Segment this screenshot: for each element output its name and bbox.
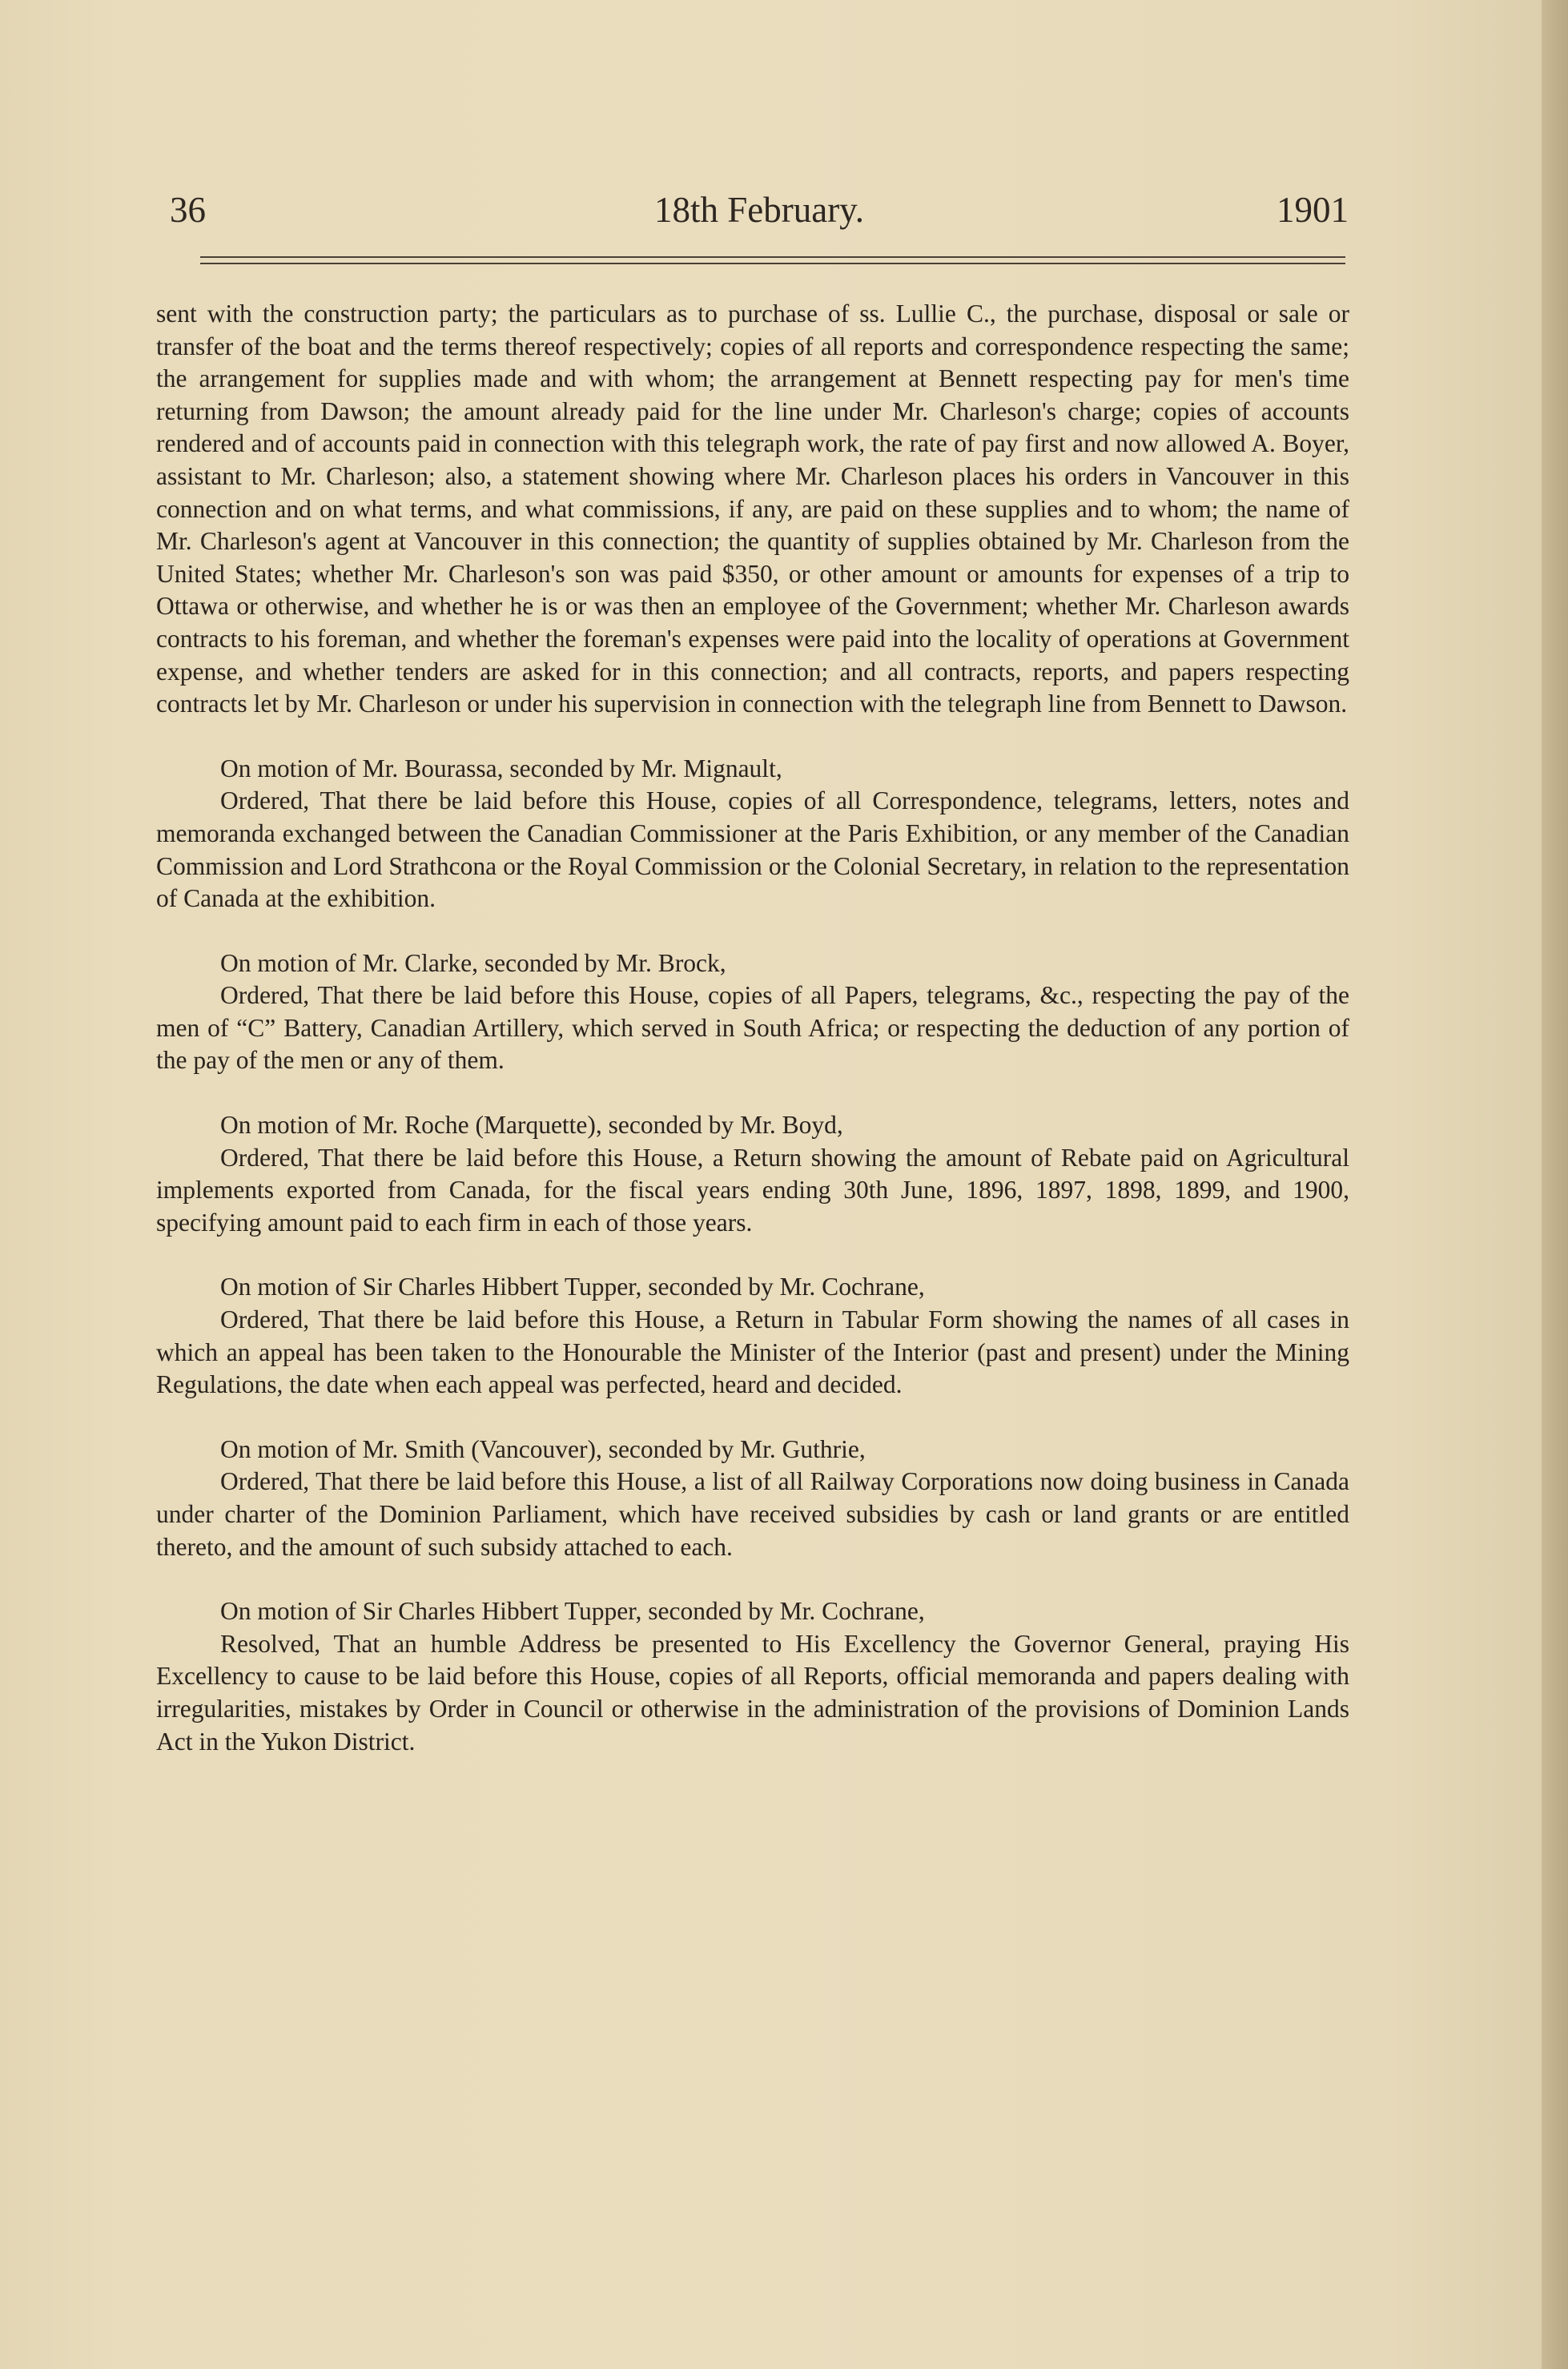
motion-line: On motion of Mr. Smith (Vancouver), seconded by Mr. Guthrie, [220,1434,866,1463]
section-gap [156,1563,1349,1595]
header-rule-top [200,256,1345,258]
motion-line: On motion of Mr. Bourassa, seconded by Mr. Mignault, [220,754,782,782]
order-paragraph: Ordered, That there be laid before this House, copies of all Correspondence, telegrams, letters, notes and memoranda exchanged between the Canadian Commissioner at the Paris Exhibition, or any member of the Canadian Commission and Lord Strathcona or the Royal Commission or the Colonial Secretary, in relation to the representation of Canada at the exhibition. [156,786,1349,913]
journal-body [156,298,1349,1758]
order-paragraph: Ordered, That there be laid before this House, a Return showing the amount of Rebate paid on Agricultural implements exported from Canada, for the fiscal years ending 30th June, 1896, 1897, 1898, 1899, and 1900, specifying amount paid to each firm in each of those years. [156,1143,1349,1237]
header-date: 18th February. [653,190,865,230]
order-paragraph: Ordered, That there be laid before this House, a Return in Tabular Form showing the names of all cases in which an appeal has been taken to the Honourable the Minister of the Interior (past and present) under the Mining Regulations, the date when each appeal was perfected, heard and decided. [156,1305,1349,1399]
page-number: 36 [170,190,206,230]
order-paragraph: Ordered, That there be laid before this House, a list of all Railway Corporations now doing business in Canada under charter of the Dominion Parliament, which have received subsidies by cash or land grants or are entitled thereto, and the amount of such subsidy attached to each. [156,1467,1349,1561]
section-gap [156,1077,1349,1109]
section-gap [156,721,1349,753]
section-gap [156,1402,1349,1434]
motion-line: On motion of Sir Charles Hibbert Tupper, seconded by Mr. Cochrane, [220,1273,925,1301]
resolution-paragraph: Resolved, That an humble Address be presented to His Excellency the Governor General, praying His Excellency to cause to be laid before this House, copies of all Reports, official memoranda and papers dealing with irregularities, mistakes by Order in Council or otherwise in the administration of the provisions of Dominion Lands Act in the Yukon District. [156,1629,1349,1756]
order-paragraph: Ordered, That there be laid before this House, copies of all Papers, telegrams, &c., respecting the pay of the men of “C” Battery, Canadian Artillery, which served in South Africa; or respecting the deduction of any portion of the pay of the men or any of them. [156,981,1349,1075]
header-rule-bottom [200,263,1345,264]
header-year: 1901 [1277,190,1349,230]
page-edge [1542,0,1568,2369]
motion-line: On motion of Sir Charles Hibbert Tupper, seconded by Mr. Cochrane, [220,1597,925,1626]
page-header [170,189,1349,245]
motion-line: On motion of Mr. Roche (Marquette), seconded by Mr. Boyd, [220,1111,843,1140]
section-gap [156,915,1349,947]
section-gap [156,1239,1349,1271]
continuation-paragraph: sent with the construction party; the particulars as to purchase of ss. Lullie C., the purchase, disposal or sale or transfer of the boat and the terms thereof respectively; copies of all reports and correspondence respecting the same; the arrangement for supplies made and with whom; the arrangement at Bennett respecting pay for men's time returning from Dawson; the amount already paid for the line under Mr. Charleson's charge; copies of accounts rendered and of accounts paid in connection with this telegraph work, the rate of pay first and now allowed A. Boyer, assistant to Mr. Charleson; also, a statement showing where Mr. Charleson places his orders in Vancouver in this connection and on what terms, and what commissions, if any, are paid on these supplies and to whom; the name of Mr. Charleson's agent at Vancouver in this connection; the quantity of supplies obtained by Mr. Charleson from the United States; whether Mr. Charleson's son was paid $350, or other amount or amounts for expenses of a trip to Ottawa or otherwise, and whether he is or was then an employee of the Government; whether Mr. Charleson awards contracts to his foreman, and whether the foreman's expenses were paid into the locality of operations at Government expense, and whether tenders are asked for in this connection; and all contracts, reports, and papers respecting contracts let by Mr. Charleson or under his supervision in connection with the telegraph line from Bennett to Dawson. [156,300,1349,718]
motion-line: On motion of Mr. Clarke, seconded by Mr. Brock, [220,948,726,977]
